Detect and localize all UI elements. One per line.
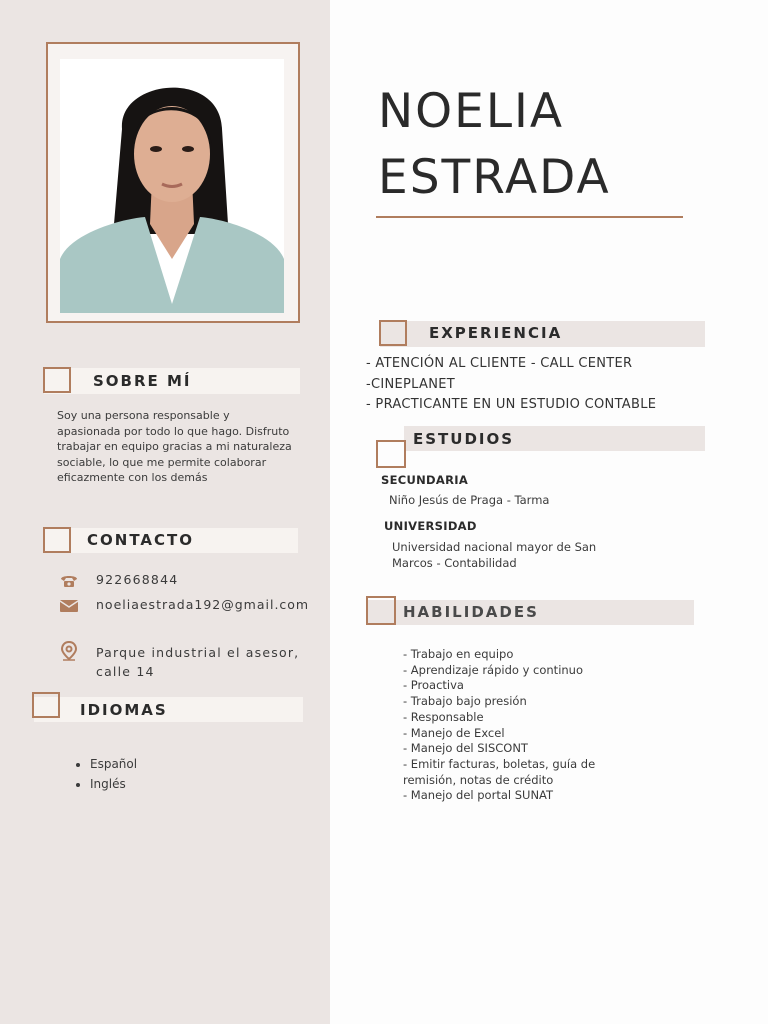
language-item: • Español xyxy=(90,757,137,771)
profile-photo xyxy=(60,59,284,313)
about-line: trabajar en equipo gracias a mi naturaleza xyxy=(57,440,292,453)
skill-item: - Manejo del SISCONT xyxy=(403,741,528,756)
university-name xyxy=(392,540,596,571)
about-line: apasionada por todo lo que hago. Disfruto xyxy=(57,424,290,438)
skill-item: - Manejo de Excel xyxy=(403,725,505,740)
university-label: UNIVERSIDAD xyxy=(384,519,477,533)
skills-title: HABILIDADES xyxy=(403,603,539,621)
experience-header-square xyxy=(379,320,407,346)
contact-phone[interactable]: 922668844 xyxy=(96,572,179,587)
language-item: • Inglés xyxy=(90,777,137,791)
experience-item: -CINEPLANET xyxy=(366,376,455,392)
name-first: NOELIA xyxy=(378,84,565,139)
university-line-2: Marcos - Contabilidad xyxy=(392,555,517,570)
languages-header-square xyxy=(32,692,60,718)
skill-item: - Emitir facturas, boletas, guía de xyxy=(403,756,596,771)
name-last: ESTRADA xyxy=(378,150,611,205)
skills-list xyxy=(403,647,613,804)
skill-item: - Trabajo en equipo xyxy=(403,647,514,661)
experience-list xyxy=(366,354,656,416)
languages-header-bar xyxy=(34,697,303,722)
contact-header-square xyxy=(43,527,71,553)
languages-list xyxy=(72,757,137,797)
skill-item: - Responsable xyxy=(403,709,484,724)
contact-address[interactable] xyxy=(96,643,299,681)
contact-email[interactable]: noeliaestrada192@gmail.com xyxy=(96,597,310,612)
about-title: SOBRE MÍ xyxy=(93,372,192,390)
phone-icon xyxy=(59,573,79,589)
about-line: Soy una persona responsable y xyxy=(57,409,230,422)
skill-item: - Aprendizaje rápido y continuo xyxy=(403,662,584,677)
about-line: eficazmente con los demás xyxy=(57,471,208,484)
about-header-square xyxy=(43,367,71,393)
name-underline xyxy=(376,216,683,218)
about-text xyxy=(57,408,292,486)
skill-item: remisión, notas de crédito xyxy=(403,772,554,787)
skills-header-square xyxy=(366,596,396,625)
secondary-school: Niño Jesús de Praga - Tarma xyxy=(389,493,550,507)
skill-item: - Trabajo bajo presión xyxy=(403,694,527,709)
skill-item: - Proactiva xyxy=(403,678,464,693)
address-line-1: Parque industrial el asesor, xyxy=(96,645,300,660)
skill-item: - Manejo del portal SUNAT xyxy=(403,788,554,803)
experience-title: EXPERIENCIA xyxy=(429,324,563,342)
studies-title: ESTUDIOS xyxy=(413,430,515,448)
languages-title: IDIOMAS xyxy=(80,701,168,719)
about-line: sociable, lo que me permite colaborar xyxy=(57,455,267,469)
address-line-2: calle 14 xyxy=(96,664,155,679)
profile-photo-frame xyxy=(46,42,300,323)
studies-header-square xyxy=(376,440,406,468)
contact-title: CONTACTO xyxy=(87,531,194,549)
mail-icon xyxy=(59,598,79,614)
experience-item: - PRACTICANTE EN UN ESTUDIO CONTABLE xyxy=(366,397,657,412)
portrait-illustration xyxy=(60,59,284,313)
location-pin-icon xyxy=(59,641,79,661)
experience-item: - ATENCIÓN AL CLIENTE - CALL CENTER xyxy=(366,356,633,371)
secondary-label: SECUNDARIA xyxy=(381,473,469,487)
university-line-1: Universidad nacional mayor de San xyxy=(392,540,597,554)
